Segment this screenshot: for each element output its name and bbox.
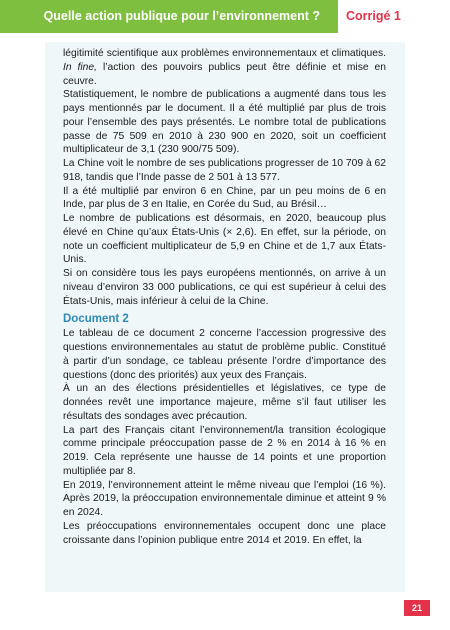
paragraph: Les préoccupations environnementales occupent donc une place croissante dans l’opinion publique entre 2014 et 2019. En effet, la: [63, 520, 386, 546]
chapter-title: Quelle action publique pour l’environnement ?: [43, 9, 320, 23]
page-header: [0, 0, 450, 33]
header-title-band: [0, 0, 338, 33]
document-body: [63, 47, 386, 547]
paragraph: Le tableau de ce document 2 concerne l’accession progressive des questions environnementales au statut de problème public. Constitué à partir d’un sondage, ce tableau présente l’ordre d’importance des questions (donc des priorités) aux yeux des Français.: [63, 328, 386, 381]
paragraph: La part des Français citant l’environnement/la transition écologique comme principale préoccupation passe de 2 % en 2014 à 16 % en 2019. Cela représente une hausse de 14 points et une proportion multipliée par 8.: [63, 424, 386, 477]
paragraph: légitimité scientifique aux problèmes environnementaux et climatiques. In fine, l’action des pouvoirs publics peut être définie et mise en ceuvre.: [63, 48, 386, 87]
page-number: 21: [404, 600, 430, 616]
paragraph: La Chine voit le nombre de ses publications progresser de 10 709 à 62 918, tandis que l’Inde passe de 2 501 à 13 577.: [63, 158, 386, 183]
paragraph: Il a été multiplié par environ 6 en Chine, par un peu moins de 6 en Inde, par plus de 3 en Italie, en Corée du Sud, au Brésil…: [63, 185, 386, 211]
corrige-badge: Corrigé 1: [346, 9, 401, 23]
paragraph: En 2019, l’environnement atteint le même niveau que l’emploi (16 %). Après 2019, la préoccupation environnementale diminue et atteint 9 % en 2024.: [63, 479, 386, 518]
paragraph: Statistiquement, le nombre de publications a augmenté dans tous les pays mentionnés par le document. Il a été multiplié par plus de trois pour l’ensemble des pays présentés. Le nombre total de publications passe de 75 509 en 2010 à 230 900 en 2020, soit un coefficient multiplicateur de 3,1 (230 900/75 509).: [63, 89, 386, 156]
document-2-heading: Document 2: [63, 313, 129, 326]
paragraph: Si on considère tous les pays européens mentionnés, on arrive à un niveau d’environ 33 000 publications, ce qui est supérieur à celui des États-Unis, mais inférieur à celui de la Chine.: [63, 268, 386, 307]
paragraph: Le nombre de publications est désormais, en 2020, beaucoup plus élevé en Chine qu’aux États-Unis (× 2,6). En effet, sur la période, on note un coefficient multiplicateur de 5,9 en Chine et de 1,7 aux États-Unis.: [63, 213, 386, 266]
header-badge-area: [338, 0, 450, 33]
paragraph: À un an des élections présidentielles et législatives, ce type de données revêt une importance majeure, même s’il faut utiliser les résultats des sondages avec précaution.: [63, 383, 386, 422]
